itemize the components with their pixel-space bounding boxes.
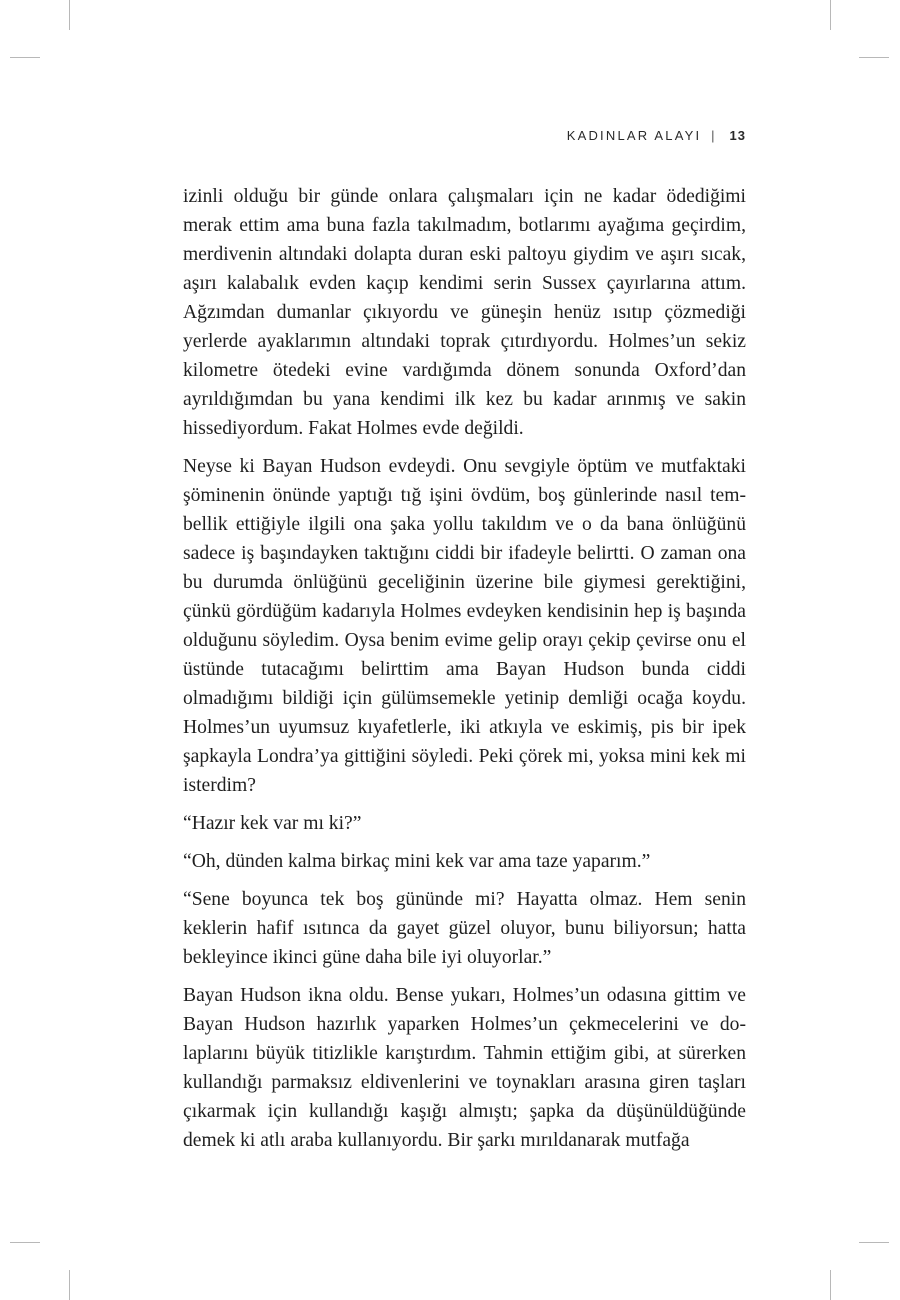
book-title: KADINLAR ALAYI (566, 128, 702, 143)
paragraph: izinli olduğu bir günde onlara çalışmaları için ne kadar ödediğimi merak ettim ama buna fazla takılmadım, botlarımı ayağıma geçirdim, merdivenin altındaki dolapta duran eski paltoyu giydim ve aşırı sıcak, aşırı kalabalık evden kaçıp kendimi serin Sussex çayırlarına attım. Ağzımdan dumanlar çıkıyordu ve güneşin henüz ısıtıp çözmediği yerlerde ayaklarımın altındaki toprak çıtırdıyordu. Holmes’un sekiz kilometre ötedeki evine vardığımda dönem sonunda Oxford’dan ayrıldığımdan bu yana kendimi ilk kez bu kadar arınmış ve sakin hissediyordum. Fakat Holmes evde değildi. (183, 186, 746, 439)
crop-mark-bottom-right-horizontal (859, 1242, 889, 1243)
running-head (567, 128, 746, 143)
crop-mark-top-left-vertical (69, 0, 70, 30)
crop-mark-top-right-horizontal (859, 57, 889, 58)
page-number: 13 (729, 128, 746, 143)
crop-mark-top-right-vertical (830, 0, 831, 30)
paragraph: “Hazır kek var mı ki?” (183, 813, 362, 834)
crop-mark-bottom-right-vertical (830, 1270, 831, 1300)
paragraph: “Oh, dünden kalma birkaç mini kek var ama taze yaparım.” (183, 851, 651, 872)
crop-mark-bottom-left-vertical (69, 1270, 70, 1300)
crop-mark-bottom-left-horizontal (10, 1242, 40, 1243)
paragraph: Neyse ki Bayan Hudson evdeydi. Onu sevgiyle öptüm ve mutfaktaki şöminenin önünde yaptığı tığ işini övdüm, boş günlerinde nasıl tembellik ettiğiyle ilgili ona şaka yollu takıldım ve o da bana önlüğünü sadece iş başındayken taktığını ciddi bir ifadeyle belirtti. O zaman ona bu durumda önlüğünü geceliğinin üzerine bile giymesi gerektiğini, çünkü gördüğüm kadarıyla Holmes evdeyken kendisinin hep iş başında olduğunu söyledim. Oysa benim evime gelip orayı çekip çevirse onu el üstünde tutacağımı belirttim ama Bayan Hudson bunda ciddi olmadığımı bildiği için gülümsemekle yetinip demliği ocağa koydu. Holmes’un uyumsuz kıyafetlerle, iki atkıyla ve eskimiş, pis bir ipek şapkayla Londra’ya gittiğini söyledi. Peki çörek mi, yoksa mini kek mi isterdim? (183, 456, 746, 796)
paragraph: Bayan Hudson ikna oldu. Bense yukarı, Holmes’un odasına gittim ve Bayan Hudson hazırlık yaparken Holmes’un çekmecelerini ve dolaplarını büyük titizlikle karıştırdım. Tahmin ettiğim gibi, at sürerken kullandığı parmaksız eldivenlerini ve toynakları arasına giren taşları çıkarmak için kullandığı kaşığı almıştı; şapka da düşünüldüğünde demek ki atlı araba kullanıyordu. Bir şarkı mırıldanarak mutfağa (183, 985, 746, 1151)
crop-mark-top-left-horizontal (10, 57, 40, 58)
paragraph: “Sene boyunca tek boş gününde mi? Hayatta olmaz. Hem senin keklerin hafif ısıtınca da gayet güzel oluyor, bunu biliyorsun; hatta bekleyince ikinci güne daha bile iyi oluyorlar.” (183, 889, 746, 968)
body-text (183, 182, 746, 1164)
header-separator: | (711, 128, 717, 143)
